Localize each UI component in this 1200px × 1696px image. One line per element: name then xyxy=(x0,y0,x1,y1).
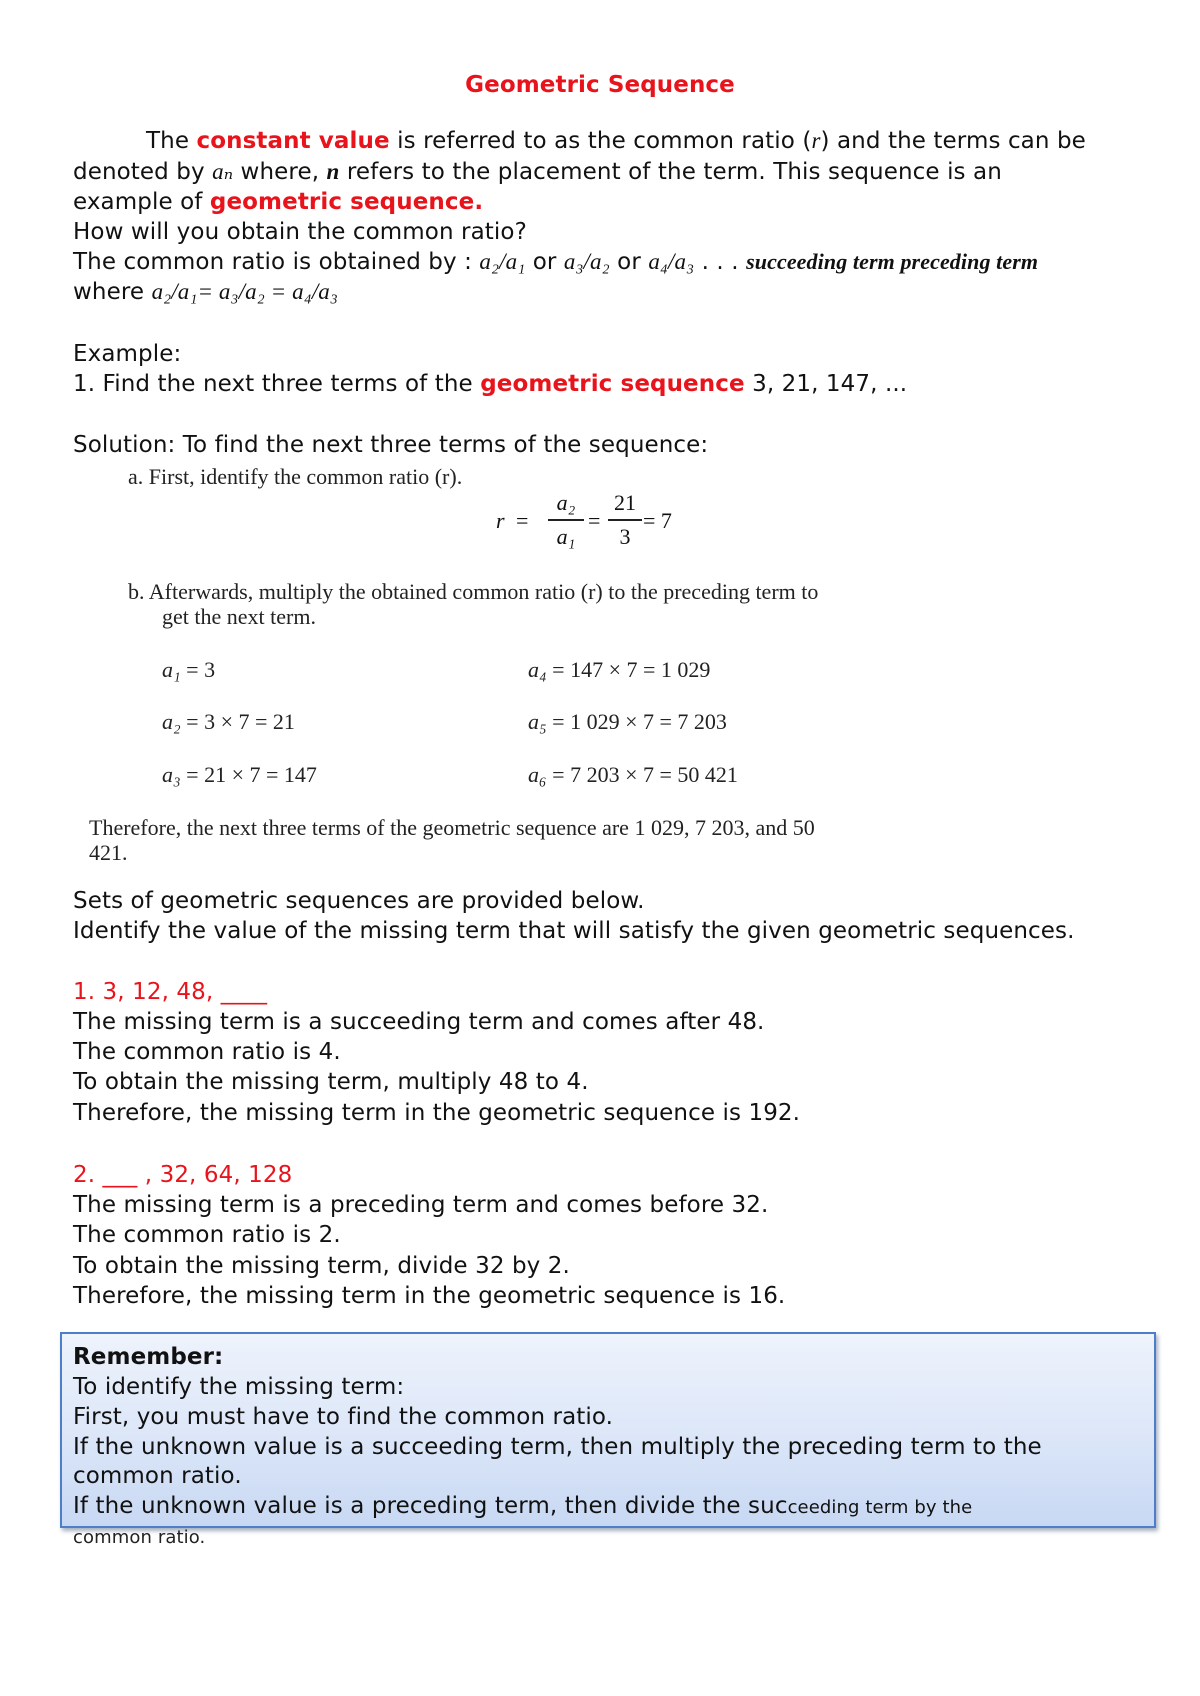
ratio-equality xyxy=(73,279,338,305)
constant-value-highlight: constant value xyxy=(196,128,390,154)
question-text: 1. Find the next three terms of the xyxy=(73,371,481,397)
term-label: a₄ xyxy=(528,657,547,682)
intro-text: ) and the terms can be xyxy=(820,128,1086,154)
fraction-numerator: a₂ xyxy=(556,490,576,515)
term-row xyxy=(528,709,727,735)
equals-sign: = xyxy=(516,508,529,533)
intro-line-1 xyxy=(146,128,1086,154)
term-row xyxy=(162,709,295,735)
remember-line: To identify the missing term: xyxy=(73,1374,405,1400)
fraction-bar xyxy=(548,519,584,521)
term-label: a₃ xyxy=(162,762,181,787)
intro-text: refers to the placement of the term. This sequence is an xyxy=(339,159,1002,185)
term-row xyxy=(162,762,317,788)
equality-expression: a₂/a₁= a₃/a₂ = a₄/a₃ xyxy=(151,279,339,304)
term-label: a₂ xyxy=(162,709,181,734)
sets-line-2: Identify the value of the missing term that will satisfy the given geometric sequences. xyxy=(73,918,1075,944)
intro-text: example of xyxy=(73,189,210,215)
term-label: a₅ xyxy=(528,709,547,734)
formula-fraction: a₃/a₂ xyxy=(563,249,610,274)
formula-fraction: a₄/a₃ xyxy=(648,249,695,274)
term-row xyxy=(528,762,738,788)
fraction-numerator: 21 xyxy=(614,490,636,515)
fraction-bar xyxy=(608,519,642,521)
remember-text: If the unknown value is a preceding term, then divide the suc xyxy=(73,1493,788,1519)
step-b-line-2: get the next term. xyxy=(162,604,316,629)
question-text: 3, 21, 147, ... xyxy=(744,371,908,397)
therefore-line-1: Therefore, the next three terms of the geometric sequence are 1 029, 7 203, and 50 xyxy=(89,815,815,840)
example-heading: Example: xyxy=(73,341,182,367)
step-b-line-1: b. Afterwards, multiply the obtained common ratio (r) to the preceding term to xyxy=(128,579,819,604)
page-title: Geometric Sequence xyxy=(465,72,735,98)
term-row xyxy=(162,657,215,683)
fraction-denominator: a₁ xyxy=(556,524,576,549)
intro-text: The xyxy=(146,128,197,154)
index-symbol: n xyxy=(326,159,340,184)
problem-1-title: 1. 3, 12, 48, ____ xyxy=(73,979,268,1005)
fraction-denominator: 3 xyxy=(619,524,631,549)
term-expression: = 7 203 × 7 = 50 421 xyxy=(552,762,738,787)
intro-line-2 xyxy=(73,159,1002,185)
term-expression: = 21 × 7 = 147 xyxy=(186,762,317,787)
term-expression: = 1 029 × 7 = 7 203 xyxy=(552,709,727,734)
ratio-r: r xyxy=(496,508,505,533)
geometric-sequence-highlight: geometric sequence. xyxy=(209,189,484,215)
sets-line-1: Sets of geometric sequences are provided below. xyxy=(73,888,645,914)
ratio-symbol: r xyxy=(811,128,821,153)
equals-sign: = xyxy=(588,508,601,533)
common-ratio-formula xyxy=(73,249,1038,275)
remember-line-overflow: common ratio. xyxy=(73,1527,206,1548)
therefore-line-2: 421. xyxy=(89,840,128,865)
remember-line: common ratio. xyxy=(73,1463,242,1489)
problem-1-line: To obtain the missing term, multiply 48 to 4. xyxy=(73,1069,589,1095)
problem-2-line: Therefore, the missing term in the geometric sequence is 16. xyxy=(73,1283,786,1309)
formula-caption: succeeding term preceding term xyxy=(746,249,1039,274)
remember-line: First, you must have to find the common ratio. xyxy=(73,1404,614,1430)
term-row xyxy=(528,657,710,683)
step-a: a. First, identify the common ratio (r). xyxy=(128,464,463,489)
intro-text: denoted by xyxy=(73,159,213,185)
formula-text: The common ratio is obtained by : xyxy=(73,249,480,275)
formula-text: . . . xyxy=(694,249,747,275)
term-expression: = 147 × 7 = 1 029 xyxy=(552,657,711,682)
problem-1-line: The common ratio is 4. xyxy=(73,1039,341,1065)
term-symbol: aₙ xyxy=(212,159,234,184)
formula-text: where xyxy=(73,279,152,305)
intro-line-3 xyxy=(73,189,483,215)
problem-1-line: The missing term is a succeeding term and comes after 48. xyxy=(73,1009,765,1035)
common-ratio-question: How will you obtain the common ratio? xyxy=(73,219,527,245)
term-expression: = 3 xyxy=(186,657,216,682)
remember-line: If the unknown value is a succeeding term, then multiply the preceding term to the xyxy=(73,1434,1042,1460)
geometric-sequence-highlight: geometric sequence xyxy=(480,371,745,397)
problem-2-line: To obtain the missing term, divide 32 by 2. xyxy=(73,1253,570,1279)
problem-2-line: The common ratio is 2. xyxy=(73,1222,341,1248)
remember-text-small: ceeding term by the xyxy=(787,1497,973,1518)
remember-line xyxy=(73,1493,972,1519)
problem-2-line: The missing term is a preceding term and comes before 32. xyxy=(73,1192,769,1218)
term-label: a₆ xyxy=(528,762,547,787)
formula-text: or xyxy=(609,249,649,275)
remember-heading: Remember: xyxy=(73,1344,224,1370)
example-question xyxy=(73,371,907,397)
problem-1-line: Therefore, the missing term in the geometric sequence is 192. xyxy=(73,1100,801,1126)
term-label: a₁ xyxy=(162,657,181,682)
term-expression: = 3 × 7 = 21 xyxy=(186,709,295,734)
ratio-result: = 7 xyxy=(643,508,672,533)
formula-fraction: a₂/a₁ xyxy=(479,249,526,274)
problem-2-title: 2. ___ , 32, 64, 128 xyxy=(73,1162,293,1188)
solution-line: Solution: To find the next three terms of the sequence: xyxy=(73,432,709,458)
intro-text: where, xyxy=(233,159,327,185)
formula-text: or xyxy=(525,249,564,275)
intro-text: is referred to as the common ratio ( xyxy=(389,128,812,154)
